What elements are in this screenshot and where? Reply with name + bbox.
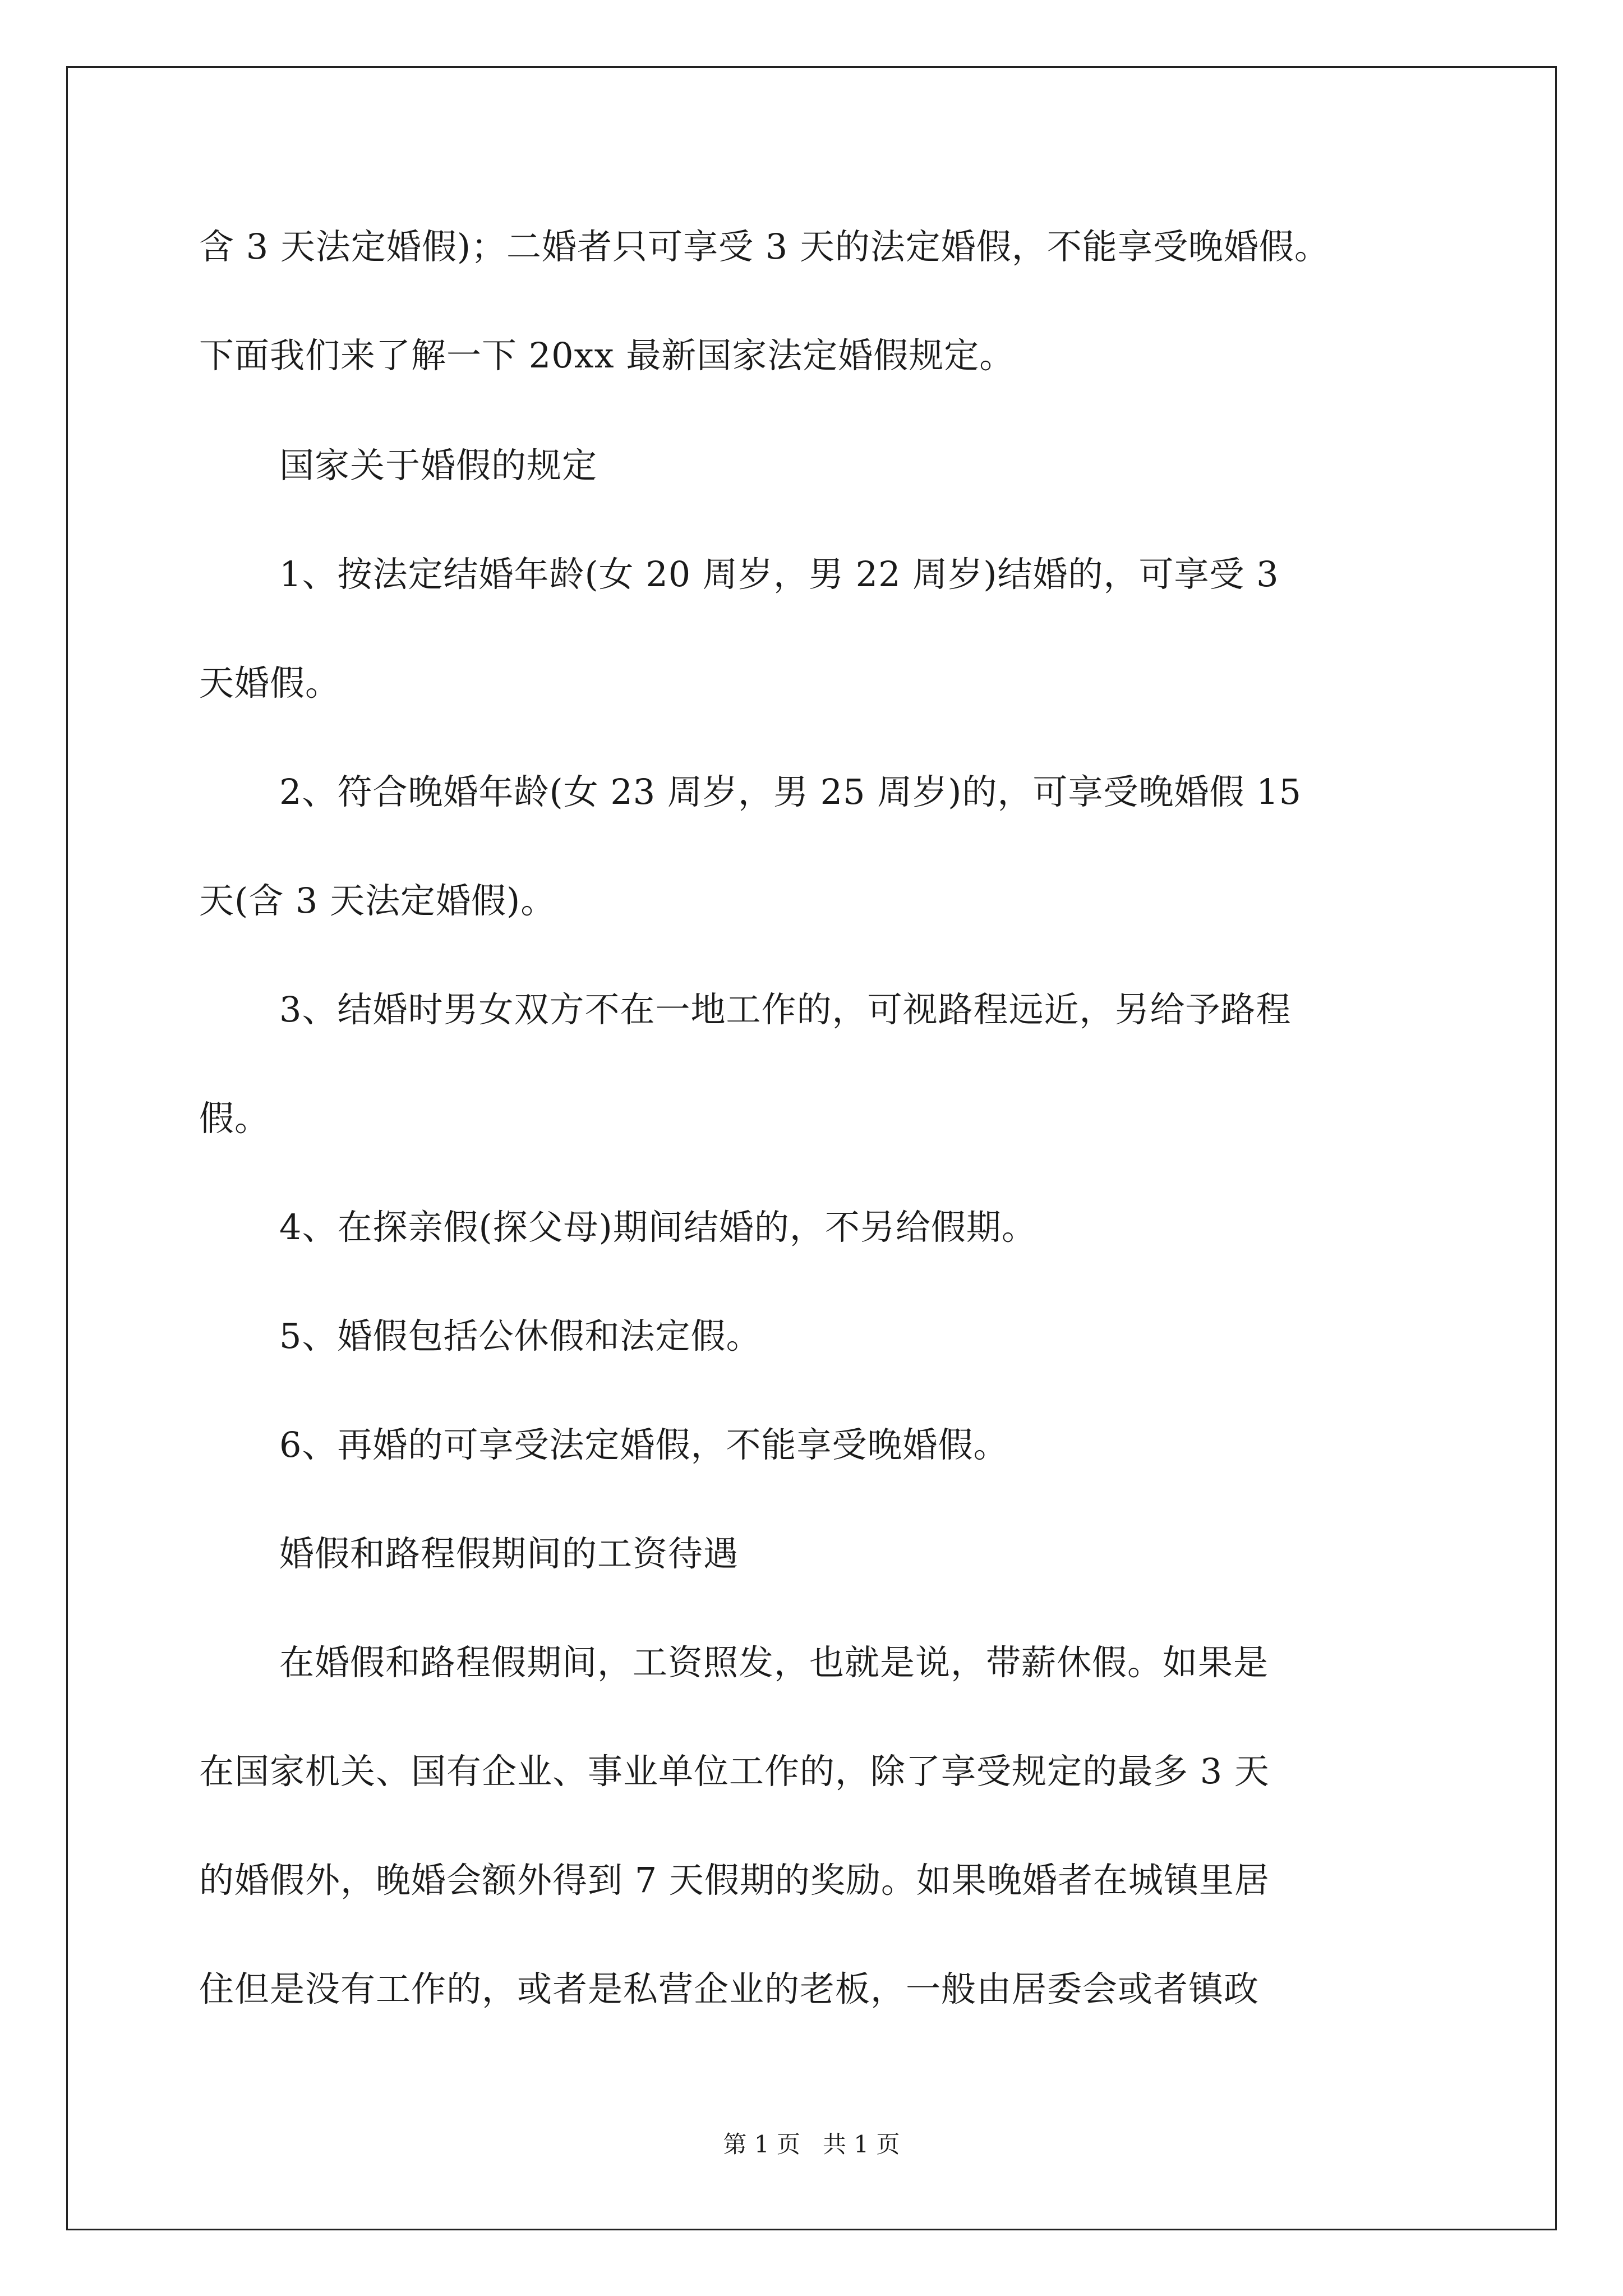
- list-item: 4、在探亲假(探父母)期间结婚的，不另给假期。: [279, 1207, 1037, 1248]
- section-heading: 国家关于婚假的规定: [279, 445, 598, 486]
- paragraph-line: 在国家机关、国有企业、事业单位工作的，除了享受规定的最多 3 天: [199, 1751, 1270, 1792]
- text-line: 下面我们来了解一下 20xx 最新国家法定婚假规定。: [199, 335, 1015, 376]
- page-number-footer: 第 1 页 共 1 页: [723, 2131, 900, 2158]
- list-item: 5、婚假包括公休假和法定假。: [279, 1315, 762, 1356]
- paragraph-line: 的婚假外，晚婚会额外得到 7 天假期的奖励。如果晚婚者在城镇里居: [199, 1860, 1270, 1901]
- paragraph-line: 住但是没有工作的，或者是私营企业的老板，一般由居委会或者镇政: [199, 1968, 1260, 2009]
- text-line: 天(含 3 天法定婚假)。: [199, 880, 556, 921]
- text-line: 天婚假。: [199, 662, 341, 703]
- list-item: 3、结婚时男女双方不在一地工作的，可视路程远近，另给予路程: [279, 989, 1292, 1030]
- list-item: 1、按法定结婚年龄(女 20 周岁，男 22 周岁)结婚的，可享受 3: [279, 554, 1279, 595]
- list-item: 6、再婚的可享受法定婚假，不能享受晚婚假。: [279, 1424, 1009, 1465]
- text-line: 假。: [199, 1098, 270, 1139]
- text-line: 含 3 天法定婚假)；二婚者只可享受 3 天的法定婚假，不能享受晚婚假。: [199, 226, 1330, 267]
- section-heading: 婚假和路程假期间的工资待遇: [279, 1533, 739, 1574]
- list-item: 2、符合晚婚年龄(女 23 周岁，男 25 周岁)的，可享受晚婚假 15: [279, 771, 1302, 812]
- page-border: [66, 66, 1557, 2230]
- paragraph-line: 在婚假和路程假期间，工资照发，也就是说，带薪休假。如果是: [279, 1642, 1269, 1683]
